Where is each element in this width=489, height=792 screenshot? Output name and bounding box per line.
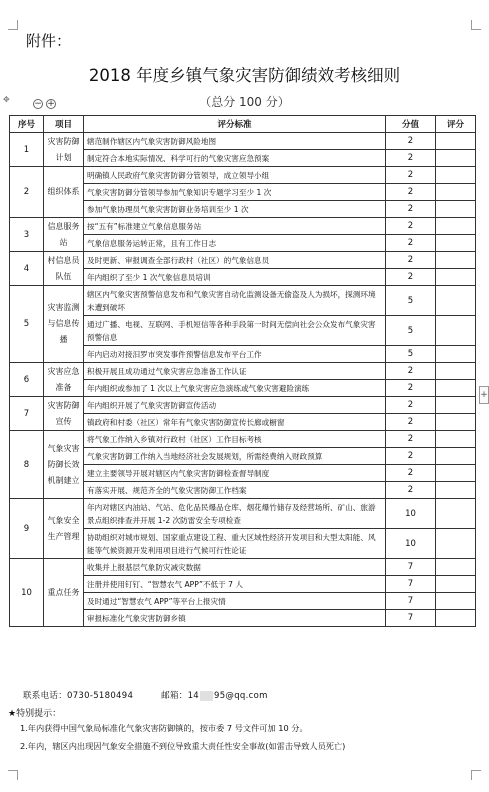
- item-name: 气象灾害防御长效机制建立: [44, 431, 84, 499]
- criteria-cell: 辖区内气象灾害预警信息发布和气象灾害自动化监测设备无偷盗及人为损坏，探测环境未遭到破坏: [84, 286, 386, 316]
- score-value-cell: 2: [386, 397, 436, 414]
- total-score-subtitle: （总分 100 分）: [199, 95, 290, 109]
- score-value-cell: 2: [386, 235, 436, 252]
- evaluation-cell[interactable]: [436, 363, 476, 380]
- criteria-cell: 气象灾害防御分管领导参加气象知识专题学习至少 1 次: [84, 184, 386, 201]
- item-name: 灾害监测与信息传播: [44, 286, 84, 363]
- item-name: 灾害应急准备: [44, 363, 84, 397]
- contact-line: [23, 689, 268, 701]
- score-value-cell: 5: [386, 286, 436, 316]
- row-number: 6: [10, 363, 44, 397]
- criteria-cell: 及时通过“智慧农气 APP”等平台上报灾情: [84, 593, 386, 610]
- evaluation-cell[interactable]: [436, 559, 476, 576]
- score-value-cell: 7: [386, 576, 436, 593]
- evaluation-cell[interactable]: [436, 218, 476, 235]
- criteria-cell: 制定符合本地实际情况、科学可行的气象灾害应急预案: [84, 150, 386, 167]
- score-value-cell: 2: [386, 133, 436, 150]
- item-name: 组织体系: [44, 167, 84, 218]
- criteria-cell: 将气象工作纳入乡镇对行政村（社区）工作目标考核: [84, 431, 386, 448]
- criteria-cell: 年内启动对接汨罗市突发事件预警信息发布平台工作: [84, 346, 386, 363]
- evaluation-cell[interactable]: [436, 610, 476, 627]
- contact-phone: 联系电话：0730-5180494: [23, 691, 134, 701]
- score-value-cell: 10: [386, 499, 436, 529]
- score-value-cell: 2: [386, 380, 436, 397]
- evaluation-cell[interactable]: [436, 593, 476, 610]
- criteria-cell: 参加气象协理员气象灾害防御业务培训至少 1 次: [84, 201, 386, 218]
- row-number: 4: [10, 252, 44, 286]
- contact-email-part: 95@qq.com: [213, 691, 268, 701]
- evaluation-cell[interactable]: [436, 167, 476, 184]
- evaluation-cell[interactable]: [436, 529, 476, 559]
- table-add-column-icon[interactable]: +: [479, 386, 489, 404]
- criteria-cell: 注册并使用钉钉、“智慧农气 APP”不低于 7 人: [84, 576, 386, 593]
- item-name: 灾害防御宣传: [44, 397, 84, 431]
- table-row: [10, 133, 476, 150]
- evaluation-cell[interactable]: [436, 286, 476, 316]
- criteria-cell: 协助组织对城市规划、国家重点建设工程、重大区域性经济开发项目和大型太阳能、风能等气候资源开发利用项目进行气候可行性论证: [84, 529, 386, 559]
- table-row: [10, 167, 476, 184]
- evaluation-cell[interactable]: [436, 252, 476, 269]
- score-value-cell: 2: [386, 363, 436, 380]
- row-number: 7: [10, 397, 44, 431]
- table-move-handle-icon[interactable]: ✥: [3, 95, 10, 104]
- evaluation-cell[interactable]: [436, 316, 476, 346]
- criteria-cell: 通过广播、电视、互联网、手机短信等各种手段第一时间无偿向社会公众发布气象灾害预警信息: [84, 316, 386, 346]
- row-number: 9: [10, 499, 44, 559]
- redacted-block: [200, 691, 213, 701]
- score-value-cell: 2: [386, 150, 436, 167]
- table-row: [10, 397, 476, 414]
- column-header: 评分标准: [84, 116, 386, 133]
- evaluation-cell[interactable]: [436, 380, 476, 397]
- evaluation-cell[interactable]: [436, 133, 476, 150]
- evaluation-cell[interactable]: [436, 414, 476, 431]
- evaluation-cell[interactable]: [436, 465, 476, 482]
- column-header: 分值: [386, 116, 436, 133]
- score-value-cell: 2: [386, 448, 436, 465]
- row-number: 2: [10, 167, 44, 218]
- page-corner-mark: [8, 20, 18, 30]
- table-row: [10, 431, 476, 448]
- evaluation-cell[interactable]: [436, 397, 476, 414]
- table-row: [10, 252, 476, 269]
- column-header: 评分: [436, 116, 476, 133]
- contact-email-part: 14: [187, 691, 199, 701]
- score-value-cell: 2: [386, 218, 436, 235]
- criteria-cell: 按“五有”标准建立气象信息服务站: [84, 218, 386, 235]
- attachment-label: 附件：: [26, 32, 72, 50]
- criteria-cell: 气象灾害防御工作纳入当地经济社会发展规划，所需经费纳入财政预算: [84, 448, 386, 465]
- table-row: [10, 559, 476, 576]
- table-row: [10, 286, 476, 316]
- item-name: 重点任务: [44, 559, 84, 627]
- page-corner-mark: [471, 20, 481, 30]
- score-value-cell: 2: [386, 167, 436, 184]
- page-corner-mark: [471, 770, 481, 780]
- table-expand-icon[interactable]: +: [47, 99, 55, 109]
- score-value-cell: 2: [386, 269, 436, 286]
- column-header: 序号: [10, 116, 44, 133]
- criteria-cell: 建立主要领导开展对辖区内气象灾害防御检查督导制度: [84, 465, 386, 482]
- contact-email-label: 邮箱：: [161, 691, 188, 701]
- note-item: 1.年内获得中国气象局标准化气象灾害防御镇的，按市委 7 号文件可加 10 分。: [20, 723, 308, 733]
- score-value-cell: 5: [386, 316, 436, 346]
- table-row: [10, 218, 476, 235]
- evaluation-cell[interactable]: [436, 482, 476, 499]
- criteria-cell: 收集并上报基层气象防灾减灾数据: [84, 559, 386, 576]
- score-value-cell: 7: [386, 593, 436, 610]
- table-row: [10, 499, 476, 529]
- criteria-cell: 年内组织或参加了 1 次以上气象灾害应急演练或气象灾害避险演练: [84, 380, 386, 397]
- criteria-cell: 明确镇人民政府气象灾害防御分管领导，成立领导小组: [84, 167, 386, 184]
- criteria-cell: 年内组织开展了气象灾害防御宣传活动: [84, 397, 386, 414]
- item-name: 气象安全生产管理: [44, 499, 84, 559]
- table-header-row: [10, 116, 476, 133]
- score-value-cell: 2: [386, 201, 436, 218]
- criteria-cell: 气象信息服务运转正常，且有工作日志: [84, 235, 386, 252]
- evaluation-cell[interactable]: [436, 499, 476, 529]
- evaluation-cell[interactable]: [436, 184, 476, 201]
- table-row: [10, 363, 476, 380]
- row-number: 10: [10, 559, 44, 627]
- evaluation-cell[interactable]: [436, 346, 476, 363]
- evaluation-cell[interactable]: [436, 431, 476, 448]
- evaluation-cell[interactable]: [436, 448, 476, 465]
- row-number: 3: [10, 218, 44, 252]
- evaluation-cell[interactable]: [436, 201, 476, 218]
- score-value-cell: 2: [386, 482, 436, 499]
- score-value-cell: 10: [386, 529, 436, 559]
- score-value-cell: 2: [386, 465, 436, 482]
- criteria-cell: 及时更新、审报调查全部行政村（社区）的气象信息员: [84, 252, 386, 269]
- evaluation-cell[interactable]: [436, 576, 476, 593]
- criteria-cell: 有落实开展、规范齐全的气象灾害防御工作档案: [84, 482, 386, 499]
- score-value-cell: 2: [386, 252, 436, 269]
- note-item: 2.年内，辖区内出现因气象安全措施不到位导致重大责任性安全事故(如雷击导致人员死亡): [20, 741, 346, 751]
- table-body: [10, 133, 476, 627]
- criteria-cell: 辖范制作辖区内气象灾害防御风险地图: [84, 133, 386, 150]
- page-corner-mark: [8, 770, 18, 780]
- row-number: 8: [10, 431, 44, 499]
- item-name: 村信息员队伍: [44, 252, 84, 286]
- evaluation-cell[interactable]: [436, 235, 476, 252]
- score-value-cell: 2: [386, 431, 436, 448]
- evaluation-cell[interactable]: [436, 269, 476, 286]
- criteria-cell: 镇政府和村委（社区）常年有气象灾害防御宣传长廊或橱窗: [84, 414, 386, 431]
- criteria-cell: 年内组织了至少 1 次气象信息员培训: [84, 269, 386, 286]
- score-value-cell: 2: [386, 184, 436, 201]
- row-number: 1: [10, 133, 44, 167]
- criteria-cell: 年内对辖区内油站、气站、危化品民爆品仓库、烟花爆竹储存及经营场所、矿山、旅游景点组织排查并开展 1-2 次防雷安全专项检查: [84, 499, 386, 529]
- score-value-cell: 2: [386, 414, 436, 431]
- score-value-cell: 7: [386, 559, 436, 576]
- table-collapse-icon[interactable]: −: [34, 99, 42, 109]
- document-title: 2018 年度乡镇气象灾害防御绩效考核细则: [88, 66, 401, 85]
- assessment-table: [9, 115, 476, 627]
- item-name: 信息服务站: [44, 218, 84, 252]
- criteria-cell: 积极开展且成功通过气象灾害应急准备工作认证: [84, 363, 386, 380]
- row-number: 5: [10, 286, 44, 363]
- criteria-cell: 审报标准化气象灾害防御乡镇: [84, 610, 386, 627]
- evaluation-cell[interactable]: [436, 150, 476, 167]
- item-name: 灾害防御计划: [44, 133, 84, 167]
- score-value-cell: 5: [386, 346, 436, 363]
- score-value-cell: 7: [386, 610, 436, 627]
- notes-title: ★特别提示：: [8, 709, 62, 719]
- column-header: 项目: [44, 116, 84, 133]
